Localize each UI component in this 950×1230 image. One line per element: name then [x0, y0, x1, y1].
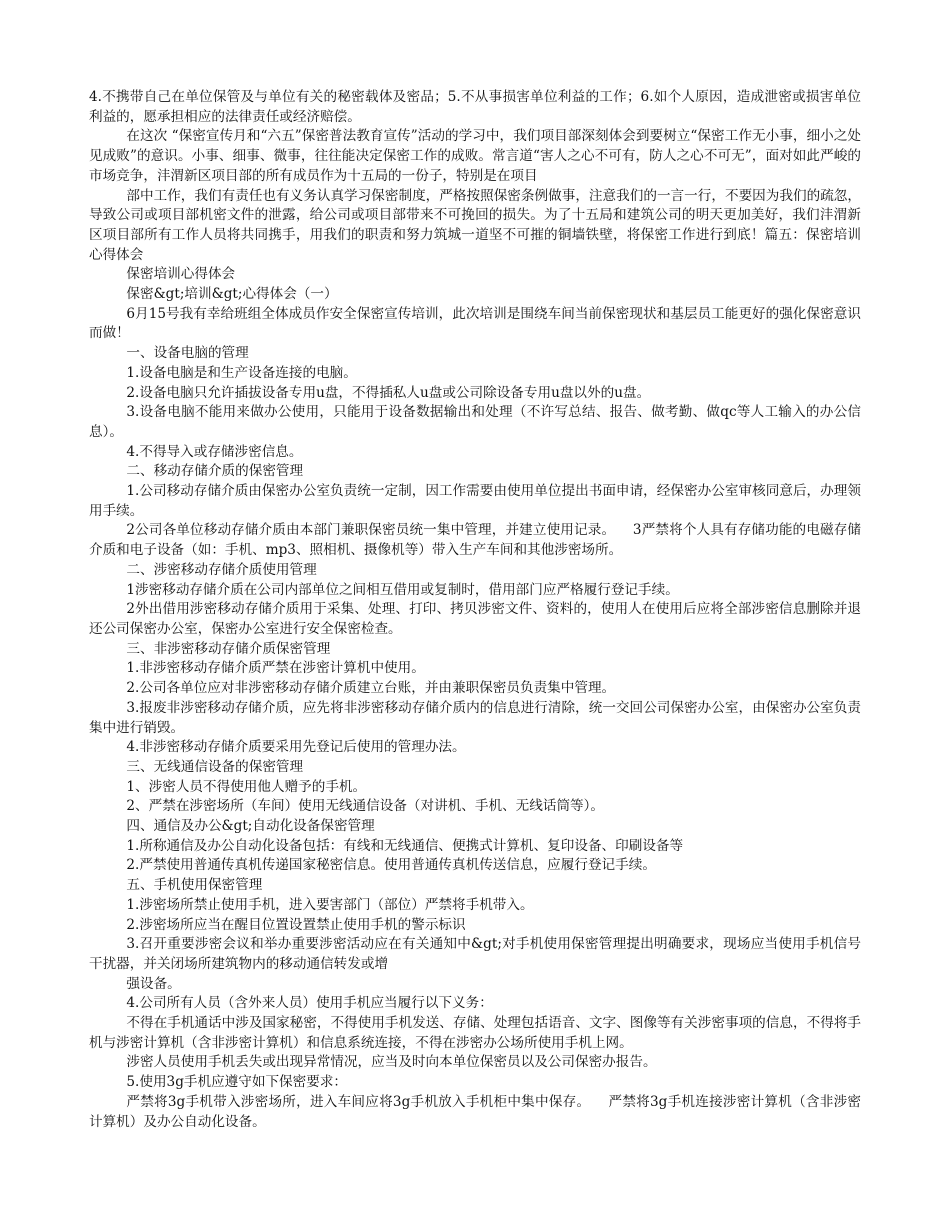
- document-paragraph: 2外出借用涉密移动存储介质用于采集、处理、打印、拷贝涉密文件、资料的，使用人在使用后应将全部涉密信息删除并退还公司保密办公室，保密办公室进行安全保密检查。: [89, 601, 861, 637]
- document-paragraph: 3.设备电脑不能用来做办公使用，只能用于设备数据输出和处理（不许写总结、报告、做考勤、做qc等人工输入的办公信息）。: [89, 404, 861, 440]
- document-paragraph: 1.涉密场所禁止使用手机，进入要害部门（部位）严禁将手机带入。: [126, 896, 534, 913]
- document-paragraph: 5.使用3g手机应遵守如下保密要求：: [126, 1074, 348, 1091]
- document-paragraph: 4.不得导入或存储涉密信息。: [126, 443, 303, 460]
- document-paragraph: 4.公司所有人员（含外来人员）使用手机应当履行以下义务：: [126, 995, 493, 1012]
- document-paragraph: 1、涉密人员不得使用他人赠予的手机。: [126, 778, 367, 795]
- document-paragraph: 不得在手机通话中涉及国家秘密，不得使用手机发送、存储、处理包括语音、文字、图像等有关涉密事项的信息，不得将手机与涉密计算机（含非涉密计算机）和信息系统连接，不得在涉密办公场所使用手机上网。: [89, 1015, 861, 1051]
- document-paragraph: 三、无线通信设备的保密管理: [126, 758, 304, 775]
- document-paragraph: 五、手机使用保密管理: [126, 877, 263, 894]
- document-paragraph: 6月15号我有幸给班组全体成员作安全保密宣传培训，此次培训是围绕车间当前保密现状和基层员工能更好的强化保密意识而做！: [89, 305, 861, 342]
- document-paragraph: 涉密人员使用手机丢失或出现异常情况，应当及时向本单位保密员以及公司保密办报告。: [126, 1054, 657, 1071]
- document-paragraph: 四、通信及办公&gt;自动化设备保密管理: [126, 818, 375, 835]
- document-paragraph: 2.公司各单位应对非涉密移动存储介质建立台账，并由兼职保密员负责集中管理。: [126, 680, 616, 697]
- document-paragraph: 部中工作，我们有责任也有义务认真学习保密制度，严格按照保密条例做事，注意我们的一言一行，不要因为我们的疏忽，导致公司或项目部机密文件的泄露，给公司或项目部带来不可挽回的损失。为了十五局和建筑公司的明天更加美好，我们沣渭新区项目部所有工作人员将共同携手，用我们的职责和努力筑城一道坚不可摧的铜墙铁壁，将保密工作进行到底！篇五：保密培训心得体会: [89, 187, 861, 263]
- document-paragraph: 2.严禁使用普通传真机传递国家秘密信息。使用普通传真机传送信息，应履行登记手续。: [126, 857, 656, 874]
- document-paragraph: 严禁将3g手机带入涉密场所，进入车间应将3g手机放入手机柜中集中保存。 严禁将3g手机连接涉密计算机（含非涉密计算机）及办公自动化设备。: [89, 1093, 861, 1130]
- document-paragraph: 4.不携带自己在单位保管及与单位有关的秘密载体及密品；5.不从事损害单位利益的工作；6.如个人原因，造成泄密或损害单位利益的，愿承担相应的法律责任或经济赔偿。: [89, 89, 861, 125]
- document-paragraph: 保密培训心得体会: [126, 266, 236, 283]
- document-body: [89, 88, 861, 1132]
- document-paragraph: 4.非涉密移动存储介质要采用先登记后使用的管理办法。: [126, 739, 466, 756]
- document-paragraph: 2.涉密场所应当在醒目位置设置禁止使用手机的警示标识: [126, 916, 466, 933]
- document-paragraph: 2、严禁在涉密场所（车间）使用无线通信设备（对讲机、手机、无线话筒等）。: [126, 798, 605, 815]
- document-paragraph: 在这次 “保密宣传月和“六五”保密普法教育宣传”活动的学习中，我们项目部深刻体会到要树立“保密工作无小事，细小之处见成败”的意识。小事、细事、微事，往往能决定保密工作的成败。常言道“害人之心不可有，防人之心不可无”，面对如此严峻的市场竞争，沣渭新区项目部的所有成员作为十五局的一份子，特别是在项目: [89, 128, 861, 184]
- document-paragraph: 1.非涉密移动存储介质严禁在涉密计算机中使用。: [126, 660, 425, 677]
- document-paragraph: 保密&gt;培训&gt;心得体会（一）: [126, 286, 338, 303]
- document-paragraph: 1.公司移动存储介质由保密办公室负责统一定制，因工作需要由使用单位提出书面申请，经保密办公室审核同意后，办理领用手续。: [89, 483, 861, 519]
- document-paragraph: 三、非涉密移动存储介质保密管理: [126, 640, 331, 657]
- document-paragraph: 2公司各单位移动存储介质由本部门兼职保密员统一集中管理，并建立使用记录。 3严禁将个人具有存储功能的电磁存储介质和电子设备（如：手机、mp3、照相机、摄像机等）带入生产车间和其他涉密场所。: [89, 522, 861, 559]
- document-paragraph: 2.设备电脑只允许插拔设备专用u盘，不得插私人u盘或公司除设备专用u盘以外的u盘。: [126, 384, 651, 401]
- document-paragraph: 1涉密移动存储介质在公司内部单位之间相互借用或复制时，借用部门应严格履行登记手续。: [126, 581, 679, 598]
- document-paragraph: 3.报废非涉密移动存储介质，应先将非涉密移动存储介质内的信息进行清除，统一交回公司保密办公室，由保密办公室负责集中进行销毁。: [89, 699, 861, 736]
- document-paragraph: 一、设备电脑的管理: [126, 345, 249, 362]
- document-paragraph: 二、涉密移动存储介质使用管理: [126, 561, 317, 578]
- document-paragraph: 强设备。: [126, 975, 181, 992]
- document-paragraph: 3.召开重要涉密会议和举办重要涉密活动应在有关通知中&gt;对手机使用保密管理提出明确要求，现场应当使用手机信号干扰器，并关闭场所建筑物内的移动通信转发或增: [89, 936, 861, 972]
- document-paragraph: 1.所称通信及办公自动化设备包括：有线和无线通信、便携式计算机、复印设备、印刷设备等: [126, 837, 684, 854]
- document-paragraph: 二、移动存储介质的保密管理: [126, 463, 304, 480]
- document-paragraph: 1.设备电脑是和生产设备连接的电脑。: [126, 364, 357, 381]
